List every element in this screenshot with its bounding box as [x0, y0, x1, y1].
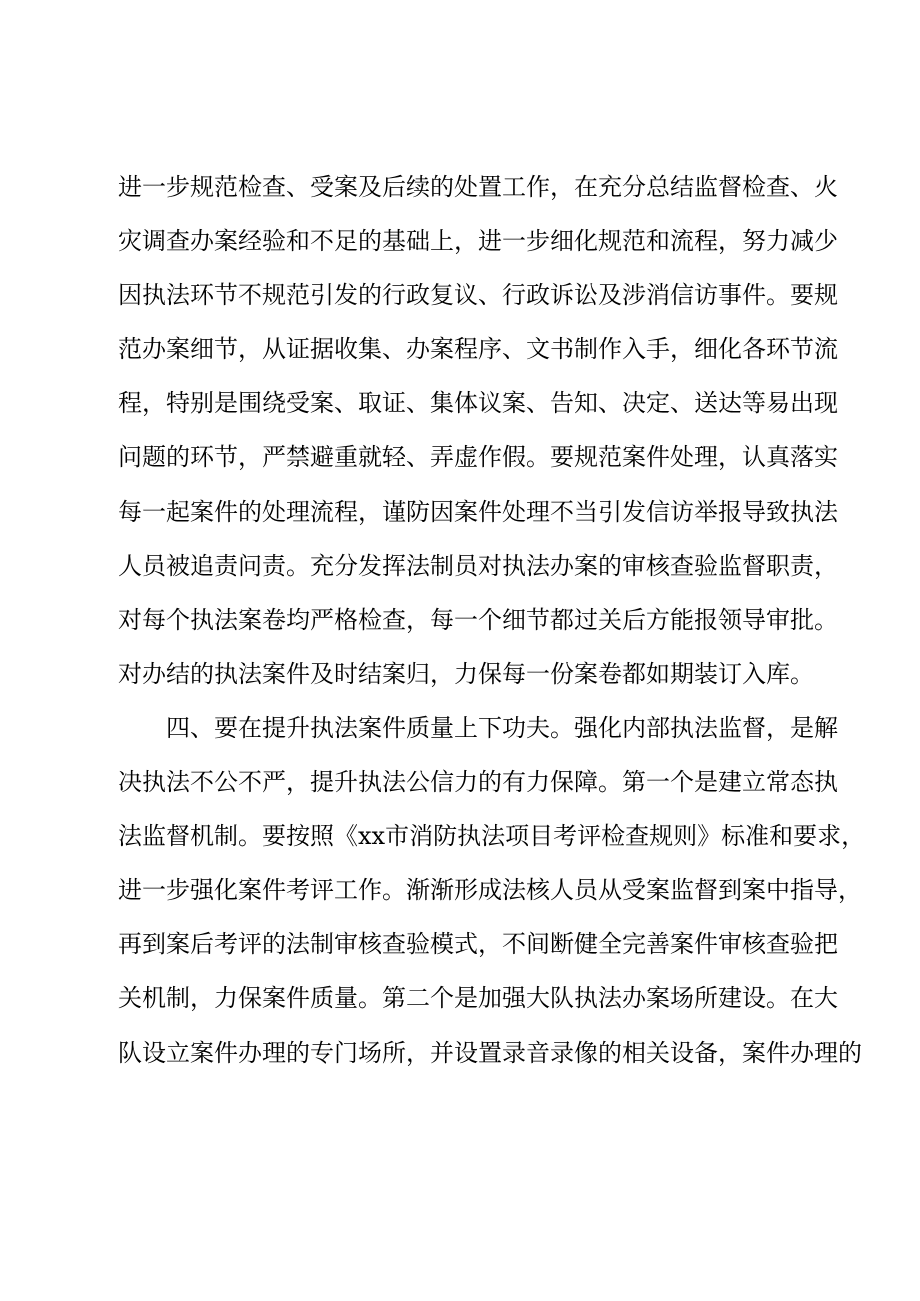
text-line: 决执法不公不严，提升执法公信力的有力保障。第一个是建立常态执 [118, 768, 838, 797]
document-body [118, 160, 866, 1080]
text-line: 对办结的执法案件及时结案归，力保每一份案卷都如期装订入库。 [118, 659, 814, 688]
text-line: 进一步强化案件考评工作。渐渐形成法核人员从受案监督到案中指导， [118, 876, 862, 905]
text-line: 灾调查办案经验和不足的基础上，进一步细化规范和流程，努力减少 [118, 227, 838, 256]
text-line: 人员被追责问责。充分发挥法制员对执法办案的审核查验监督职责， [118, 551, 838, 580]
text-line: 问题的环节，严禁避重就轻、弄虚作假。要规范案件处理，认真落实 [118, 443, 838, 472]
text-line: 队设立案件办理的专门场所，并设置录音录像的相关设备，案件办理的 [118, 1038, 862, 1067]
text-line: 法监督机制。要按照《xx市消防执法项目考评检查规则》标准和要求， [118, 822, 866, 851]
text-line: 程，特别是围绕受案、取证、集体议案、告知、决定、送达等易出现 [118, 389, 838, 418]
paragraph-first-line: 四、要在提升执法案件质量上下功夫。强化内部执法监督，是解 [166, 713, 838, 742]
text-line: 进一步规范检查、受案及后续的处置工作，在充分总结监督检查、火 [118, 173, 838, 201]
text-line: 每一起案件的处理流程，谨防因案件处理不当引发信访举报导致执法 [118, 497, 838, 526]
text-line: 再到案后考评的法制审核查验模式，不间断健全完善案件审核查验把 [118, 930, 838, 959]
text-line: 因执法环节不规范引发的行政复议、行政诉讼及涉消信访事件。要规 [118, 281, 838, 310]
text-line: 范办案细节，从证据收集、办案程序、文书制作入手，细化各环节流 [118, 335, 838, 364]
text-line: 对每个执法案卷均严格检查，每一个细节都过关后方能报领导审批。 [118, 605, 838, 634]
text-line: 关机制，力保案件质量。第二个是加强大队执法办案场所建设。在大 [118, 984, 838, 1013]
